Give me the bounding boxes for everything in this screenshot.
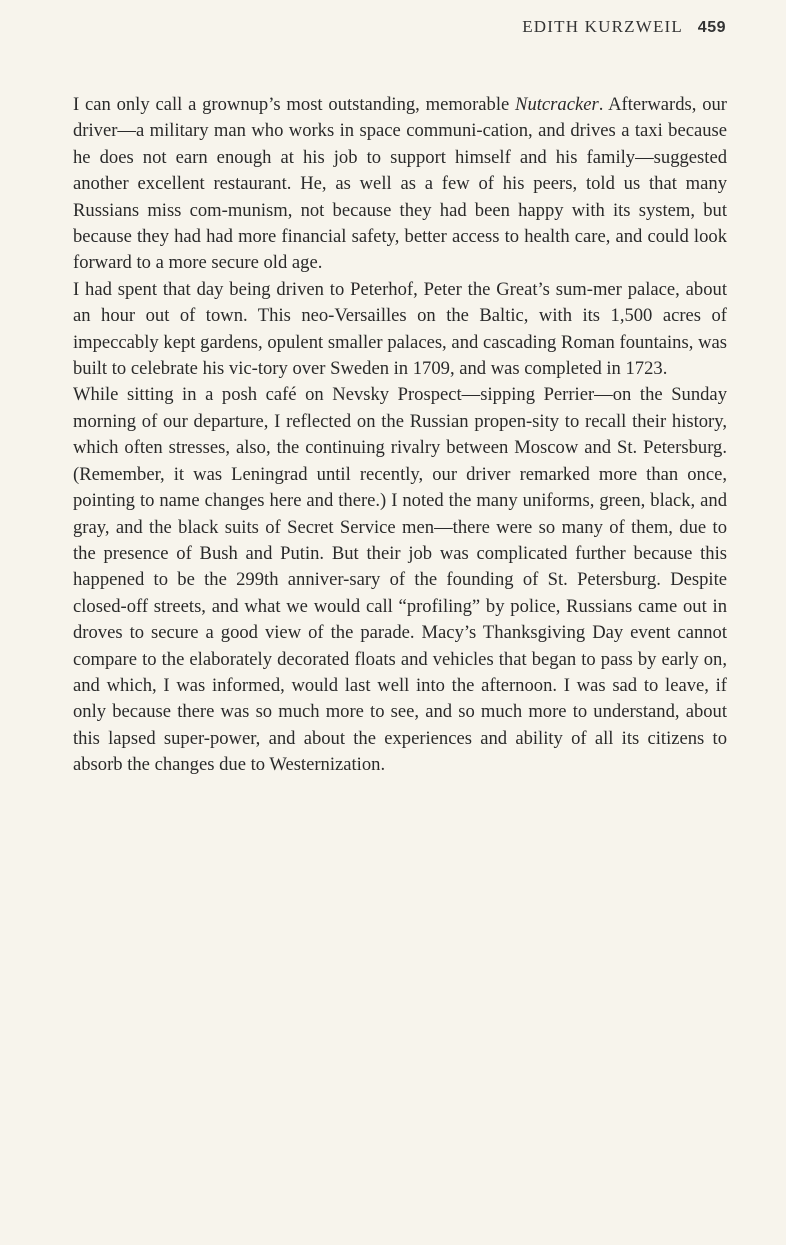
paragraph-1 (73, 92, 727, 277)
body-text (73, 92, 727, 779)
running-head-author: EDITH KURZWEIL (522, 17, 683, 36)
italic-title-nutcracker: Nutcracker (515, 94, 599, 115)
paragraph-1-rest: . Afterwards, our driver—a military man who works in space communi-cation, and drives a taxi because he does not earn enough at his job to support himself and his family—suggested another excellent restaurant. He, as well as a few of his peers, told us that many Russians miss com-munism, not because they had been happy with its system, but because they had had more financial safety, better access to health care, and could look forward to a more secure old age. (73, 94, 727, 274)
paragraph-3: While sitting in a posh café on Nevsky Prospect—sipping Perrier—on the Sunday morning of our departure, I reflected on the Russian propen-sity to recall their history, which often stresses, also, the continuing rivalry between Moscow and St. Petersburg. (Remember, it was Leningrad until recently, our driver remarked more than once, pointing to name changes here and there.) I noted the many uniforms, green, black, and gray, and the black suits of Secret Service men—there were so many of them, due to the presence of Bush and Putin. But their job was complicated further because this happened to be the 299th anniver-sary of the founding of St. Petersburg. Despite closed-off streets, and what we would call “profiling” by police, Russians came out in droves to secure a good view of the parade. Macy’s Thanksgiving Day event cannot compare to the elaborately decorated floats and vehicles that began to pass by early on, and which, I was informed, would last well into the afternoon. I was sad to leave, if only because there was so much more to see, and so much more to understand, about this lapsed super-power, and about the experiences and ability of all its citizens to absorb the changes due to Westernization. (73, 384, 727, 776)
paragraph-2: I had spent that day being driven to Peterhof, Peter the Great’s sum-mer palace, about an hour out of town. This neo-Versailles on the Baltic, with its 1,500 acres of impeccably kept gardens, opulent smaller palaces, and cascading Roman fountains, was built to celebrate his vic-tory over Sweden in 1709, and was completed in 1723. (73, 278, 727, 380)
running-head (522, 17, 726, 37)
page-number: 459 (697, 19, 726, 36)
paragraph-1-lead: I can only call a grownup’s most outstanding, memorable (73, 94, 516, 115)
